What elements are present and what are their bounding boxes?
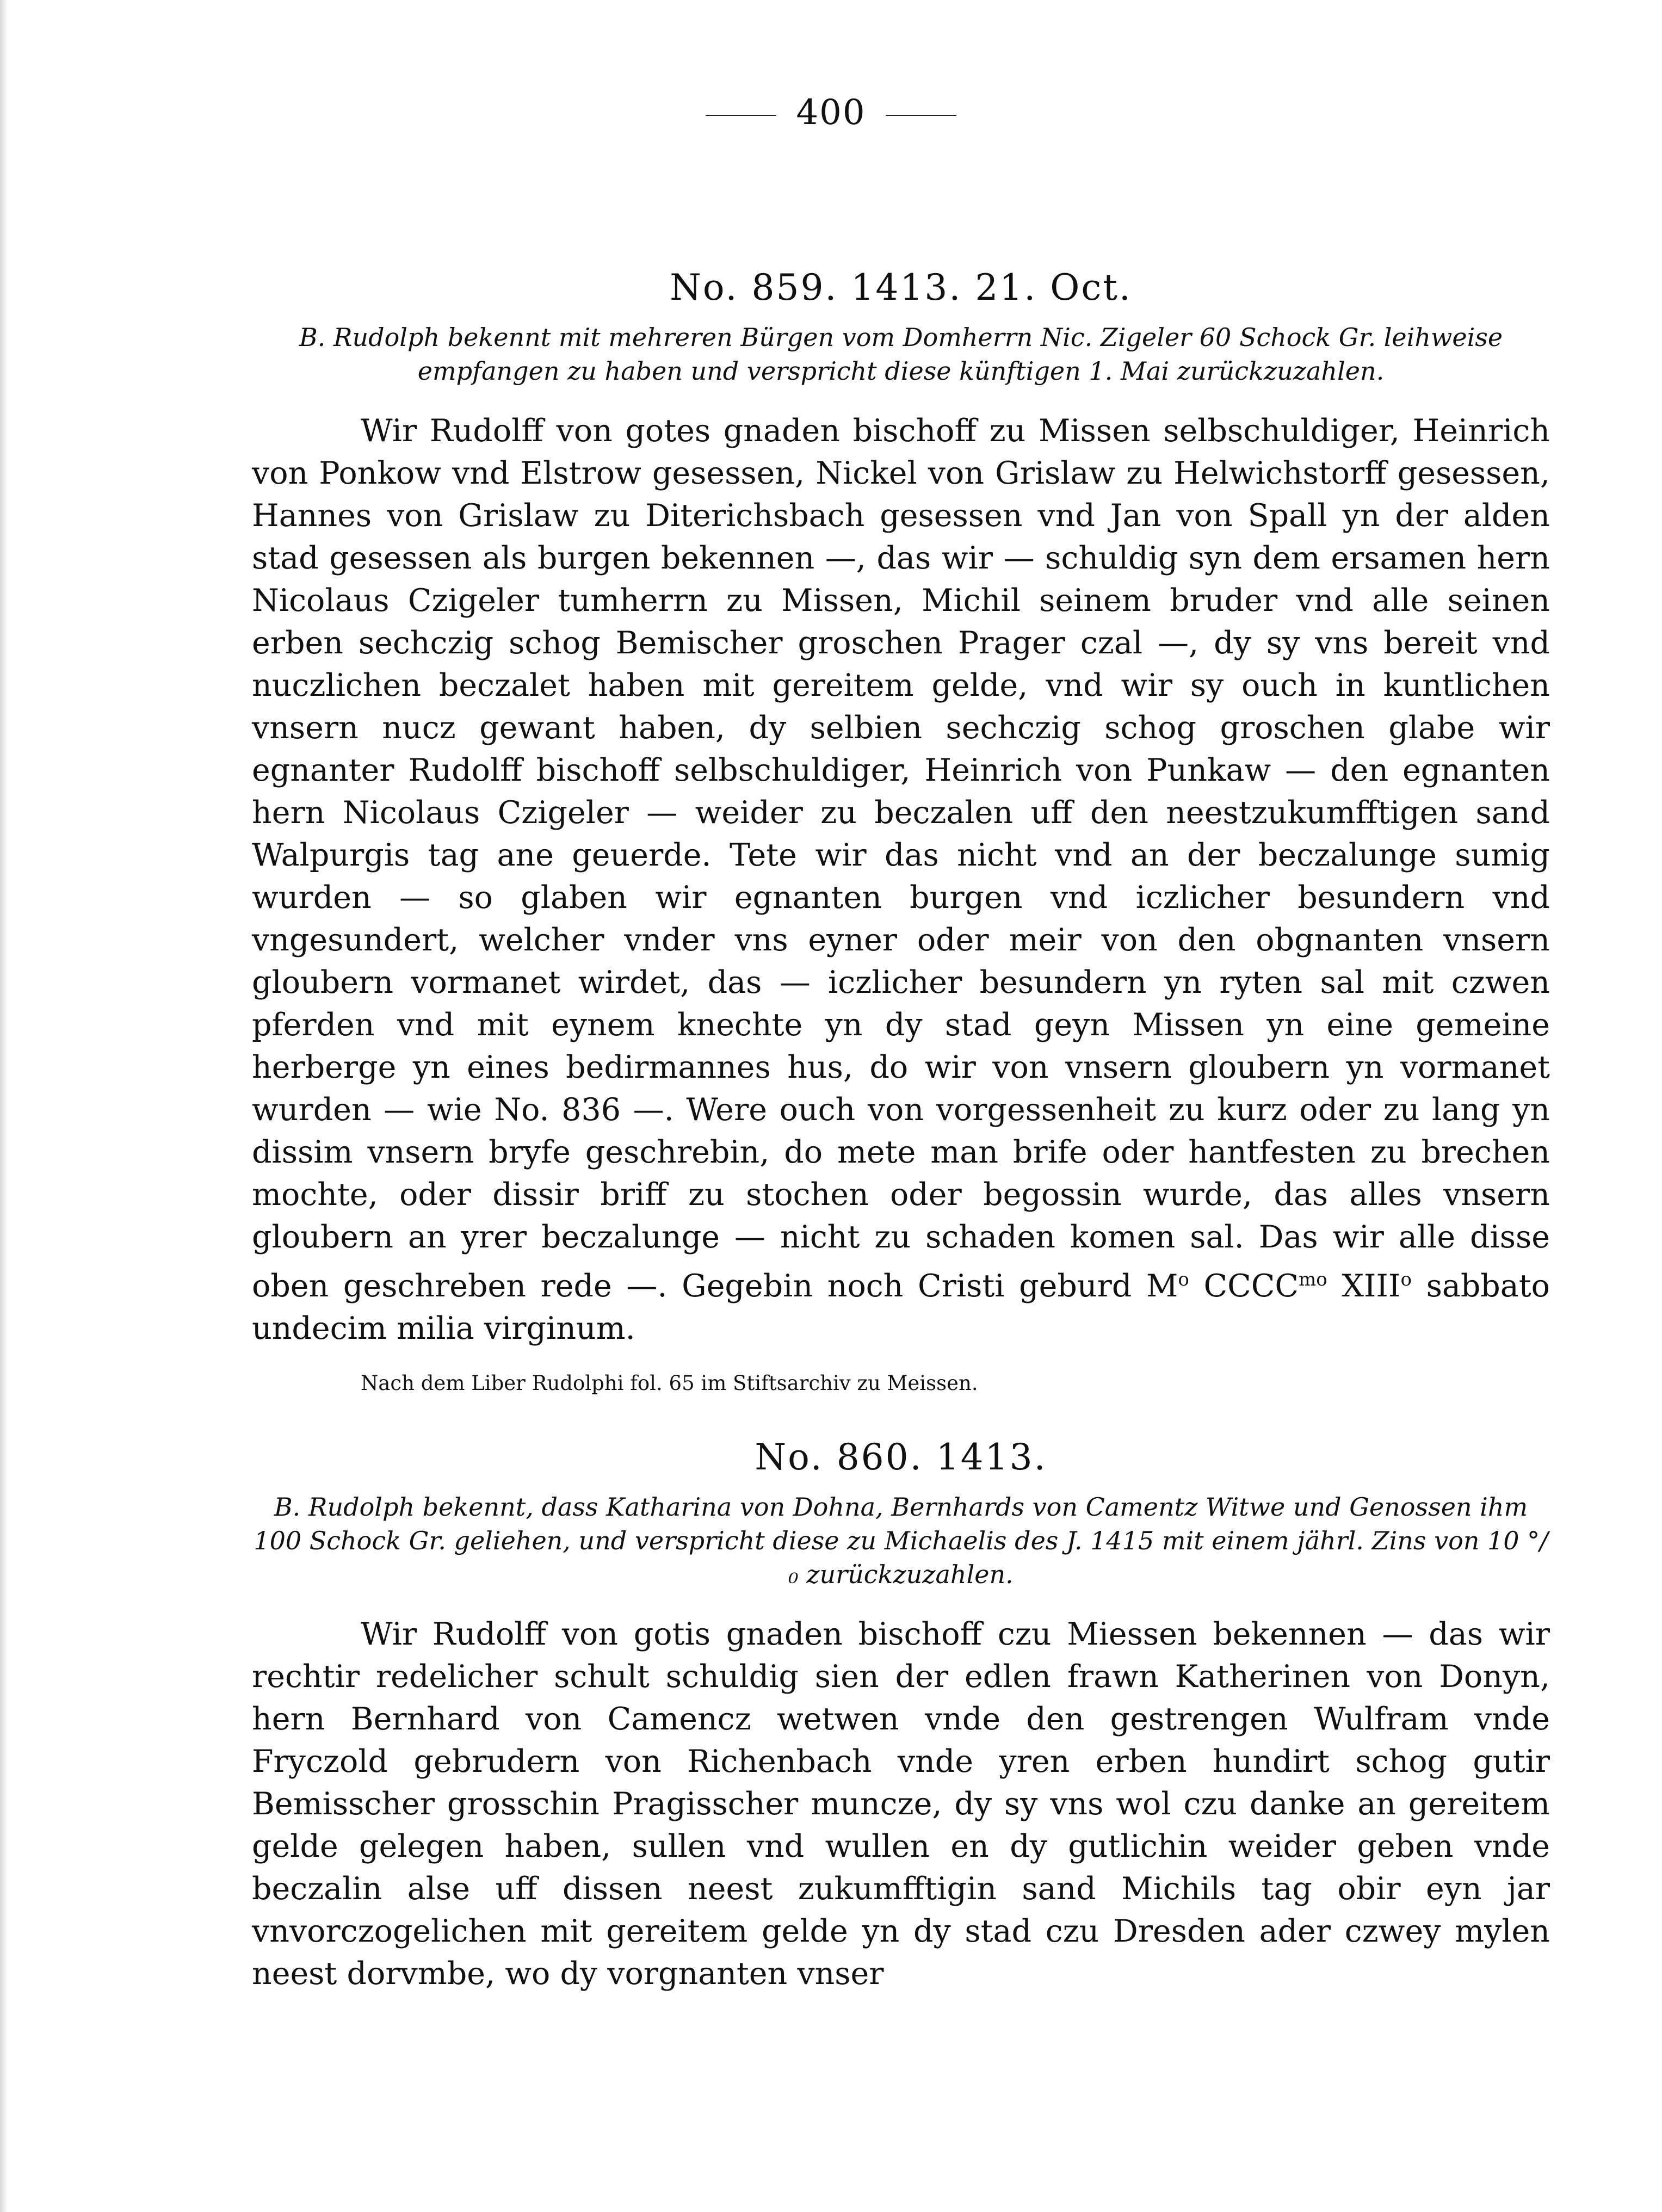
page-number: 400 bbox=[796, 92, 866, 133]
right-dash bbox=[886, 115, 956, 116]
scan-edge-shadow bbox=[0, 0, 8, 2212]
left-dash bbox=[706, 115, 776, 116]
body-text: Wir Rudolff von gotes gnaden bischoff zu Missen selbschuldiger, Heinrich von Ponkow vnd Elstrow gesessen, Nickel von Grislaw zu Helwichstorff gesessen, Hannes von Grislaw zu Diterichsbach gesessen vnd Jan von Spall yn der alden stad gesessen als burgen bekennen —, das wir — schuldig syn dem ersamen hern Nicolaus Czigeler tumherrn zu Missen, Michil seinem bruder vnd alle seinen erben sechczig schog Bemischer groschen Prager czal —, dy sy vns bereit vnd nuczlichen beczalet haben mit gereitem gelde, vnd wir sy ouch in kuntlichen vnsern nucz gewant haben, dy selbien sechczig schog groschen glabe wir egnanter Rudolff bischoff selbschuldiger, Heinrich von Punkaw — den egnanten hern Nicolaus Czigeler — weider zu beczalen uff den neestzukumfftigen sand Walpurgis tag ane geuerde. Tete wir das nicht vnd an der beczalunge sumig wurden — so glaben wir egnanten burgen vnd iczlicher besundern vnd vngesundert, welcher vnder vns eyner oder meir von den obgnanten vnsern gloubern vormanet wirdet, das — iczlicher besundern yn ryten sal mit czwen pferden vnd mit eynem knechte yn dy stad geyn Missen yn eine gemeine herberge yn eines bedirmannes hus, do wir von vnsern gloubern yn vormanet wurden — wie No. 836 —. Were ouch von vorgessenheit zu kurz oder zu lang yn dissim vnsern bryfe geschrebin, do mete man brife oder hantfesten zu brechen mochte, oder dissir briff zu stochen oder begossin wurde, das alles vnsern gloubern an yrer beczalunge — nicht zu schaden komen sal. Das wir alle disse oben geschreben rede —. Gegebin noch Cristi geburd bbox=[252, 413, 1550, 1304]
document-body bbox=[252, 410, 1550, 1350]
date-cccc: CCCC bbox=[1189, 1268, 1299, 1304]
page-number-header bbox=[0, 92, 1662, 133]
date-xiii: XIII bbox=[1327, 1268, 1401, 1304]
body-end: sabbato undecim milia virginum. bbox=[252, 1268, 1550, 1346]
date-cccc-sup: mo bbox=[1298, 1269, 1327, 1290]
document-heading: No. 859. 1413. 21. Oct. bbox=[670, 267, 1132, 308]
date-m: M bbox=[1146, 1268, 1178, 1304]
document-entry-860 bbox=[252, 1436, 1550, 1995]
document-source-note: Nach dem Liber Rudolphi fol. 65 im Stiftsarchiv zu Meissen. bbox=[361, 1371, 978, 1395]
date-xiii-sup: o bbox=[1400, 1269, 1412, 1290]
document-heading: No. 860. 1413. bbox=[755, 1436, 1047, 1478]
document-entry-859 bbox=[252, 267, 1550, 1395]
document-summary: B. Rudolph bekennt, dass Katharina von Dohna, Bernhards von Camentz Witwe und Genossen ihm 100 Schock Gr. geliehen, und verspricht diese zu Michaelis des J. 1415 mit einem jährl. Zins von 10 °/₀ zurückzuzahlen. bbox=[254, 1492, 1548, 1589]
date-m-sup: o bbox=[1178, 1269, 1189, 1290]
document-summary: B. Rudolph bekennt mit mehreren Bürgen vom Domherrn Nic. Zigeler 60 Schock Gr. leihweise empfangen zu haben und verspricht diese künftigen 1. Mai zurückzuzahlen. bbox=[299, 323, 1503, 386]
document-body: Wir Rudolff von gotis gnaden bischoff czu Miessen bekennen — das wir rechtir redelicher schult schuldig sien der edlen frawn Katherinen von Donyn, hern Bernhard von Camencz wetwen vnde den gestrengen Wulfram vnde Fryczold gebrudern von Richenbach vnde yren erben hundirt schog gutir Bemisscher grosschin Pragisscher muncze, dy sy vns wol czu danke an gereitem gelde gelegen haben, sullen vnd wullen en dy gutlichin weider geben vnde beczalin alse uff dissen neest zukumfftigin sand Michils tag obir eyn jar vnvorczogelichen mit gereitem gelde yn dy stad czu Dresden ader czwey mylen neest dorvmbe, wo dy vorgnanten vnser bbox=[252, 1616, 1550, 1992]
